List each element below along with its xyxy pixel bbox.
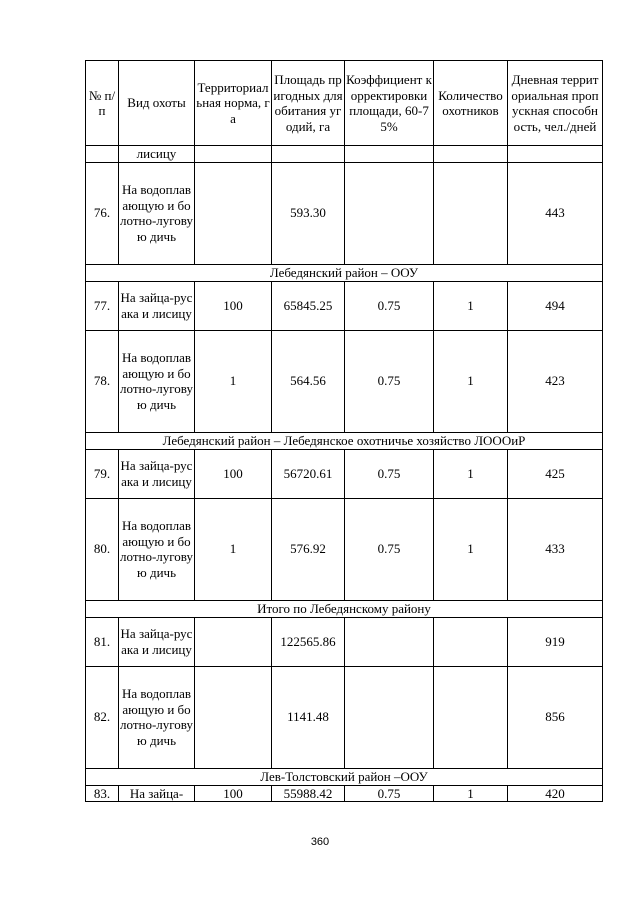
table-row [86, 281, 603, 330]
cell-norm: 100 [195, 785, 272, 802]
cell-hunt-type: лисицу [119, 146, 195, 163]
cell-coefficient [345, 162, 434, 264]
section-row [86, 768, 603, 785]
table-row [86, 666, 603, 768]
table-row [86, 449, 603, 498]
cell-norm: 100 [195, 449, 272, 498]
cell-norm [195, 666, 272, 768]
cell-coefficient: 0.75 [345, 281, 434, 330]
cell-coefficient: 0.75 [345, 785, 434, 802]
table-row [86, 617, 603, 666]
cell-area: 576.92 [272, 498, 345, 600]
cell-number: 82. [86, 666, 119, 768]
cell-area: 1141.48 [272, 666, 345, 768]
cell-norm: 1 [195, 330, 272, 432]
section-row [86, 264, 603, 281]
cell-hunters [434, 666, 508, 768]
cell-coefficient: 0.75 [345, 498, 434, 600]
cell-area [272, 146, 345, 163]
column-header-number: № п/п [86, 61, 119, 146]
cell-hunters: 1 [434, 498, 508, 600]
cell-coefficient: 0.75 [345, 330, 434, 432]
cell-number: 76. [86, 162, 119, 264]
cell-hunt-type: На водоплавающую и болотно-луговую дичь [119, 162, 195, 264]
cell-norm [195, 146, 272, 163]
cell-area: 65845.25 [272, 281, 345, 330]
cell-hunt-type: На водоплавающую и болотно-луговую дичь [119, 498, 195, 600]
section-title: Лев-Толстовский район –ООУ [86, 768, 603, 785]
table-row [86, 162, 603, 264]
cell-number: 81. [86, 617, 119, 666]
cell-hunters [434, 162, 508, 264]
section-title: Лебедянский район – Лебедянское охотничье хозяйство ЛОООиР [86, 432, 603, 449]
table-header-row [86, 61, 603, 146]
section-title: Лебедянский район – ООУ [86, 264, 603, 281]
cell-hunt-type: На зайца-русака и лисицу [119, 281, 195, 330]
cell-number: 80. [86, 498, 119, 600]
table-row-continuation [86, 146, 603, 163]
column-header-correction-coefficient: Коэффициент корректировки площади, 60-75% [345, 61, 434, 146]
cell-coefficient [345, 146, 434, 163]
section-title: Итого по Лебедянскому району [86, 600, 603, 617]
cell-capacity: 420 [508, 785, 603, 802]
cell-capacity: 423 [508, 330, 603, 432]
cell-hunt-type: На зайца- [119, 785, 195, 802]
cell-capacity: 856 [508, 666, 603, 768]
column-header-habitat-area: Площадь пригодных для обитания угодий, га [272, 61, 345, 146]
cell-area: 56720.61 [272, 449, 345, 498]
cell-hunters: 1 [434, 449, 508, 498]
section-row [86, 600, 603, 617]
cell-hunt-type: На зайца-русака и лисицу [119, 449, 195, 498]
cell-coefficient: 0.75 [345, 449, 434, 498]
cell-number: 77. [86, 281, 119, 330]
table-row [86, 330, 603, 432]
column-header-daily-capacity: Дневная территориальная пропускная способность, чел./дней [508, 61, 603, 146]
cell-number: 83. [86, 785, 119, 802]
cell-capacity [508, 146, 603, 163]
cell-hunters: 1 [434, 330, 508, 432]
hunting-capacity-table [85, 60, 603, 802]
cell-area: 593.30 [272, 162, 345, 264]
cell-capacity: 425 [508, 449, 603, 498]
cell-number [86, 146, 119, 163]
cell-hunters: 1 [434, 785, 508, 802]
cell-norm [195, 162, 272, 264]
cell-norm [195, 617, 272, 666]
page-number: 360 [310, 836, 330, 848]
column-header-hunters-count: Количество охотников [434, 61, 508, 146]
cell-norm: 100 [195, 281, 272, 330]
table-row [86, 785, 603, 802]
column-header-hunt-type: Вид охоты [119, 61, 195, 146]
cell-capacity: 494 [508, 281, 603, 330]
cell-area: 564.56 [272, 330, 345, 432]
cell-hunt-type: На зайца-русака и лисицу [119, 617, 195, 666]
cell-area: 122565.86 [272, 617, 345, 666]
cell-capacity: 443 [508, 162, 603, 264]
section-row [86, 432, 603, 449]
cell-coefficient [345, 617, 434, 666]
cell-capacity: 433 [508, 498, 603, 600]
cell-number: 79. [86, 449, 119, 498]
cell-capacity: 919 [508, 617, 603, 666]
cell-norm: 1 [195, 498, 272, 600]
cell-coefficient [345, 666, 434, 768]
cell-hunt-type: На водоплавающую и болотно-луговую дичь [119, 666, 195, 768]
table-row [86, 498, 603, 600]
cell-hunters: 1 [434, 281, 508, 330]
cell-hunters [434, 146, 508, 163]
cell-area: 55988.42 [272, 785, 345, 802]
cell-hunters [434, 617, 508, 666]
cell-hunt-type: На водоплавающую и болотно-луговую дичь [119, 330, 195, 432]
cell-number: 78. [86, 330, 119, 432]
column-header-territorial-norm: Территориальная норма, га [195, 61, 272, 146]
